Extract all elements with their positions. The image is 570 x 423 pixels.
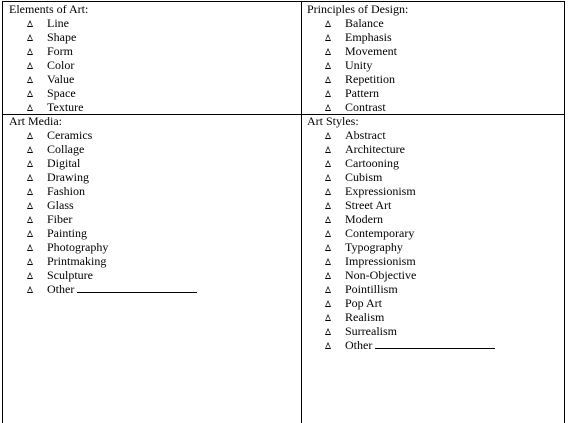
triangle-bullet-icon [27, 76, 33, 83]
triangle-bullet-icon [27, 272, 33, 279]
elements-of-art-cell [9, 2, 88, 114]
triangle-bullet-icon [325, 328, 331, 335]
list-item [9, 268, 197, 282]
list-item [307, 16, 408, 30]
triangle-bullet-icon [325, 34, 331, 41]
list-item [307, 310, 495, 324]
triangle-bullet-icon [325, 286, 331, 293]
triangle-bullet-icon [325, 104, 331, 111]
list-item-label: Impressionism [345, 254, 416, 268]
other-fill-in-blank[interactable] [77, 282, 197, 293]
list-item-label: Shape [47, 30, 77, 44]
triangle-bullet-icon [27, 132, 33, 139]
art-media-heading: Art Media: [9, 114, 62, 128]
triangle-bullet-icon [27, 202, 33, 209]
list-item [9, 212, 197, 226]
art-styles-cell [307, 114, 495, 352]
triangle-bullet-icon [27, 188, 33, 195]
principles-of-design-cell [307, 2, 408, 114]
list-item [307, 72, 408, 86]
triangle-bullet-icon [325, 132, 331, 139]
list-item-label: Line [47, 16, 69, 30]
triangle-bullet-icon [325, 160, 331, 167]
list-item-label: Abstract [345, 128, 386, 142]
list-item-label: Digital [47, 156, 81, 170]
list-item [307, 296, 495, 310]
triangle-bullet-icon [325, 342, 331, 349]
list-item-label: Contrast [345, 100, 386, 114]
triangle-bullet-icon [27, 90, 33, 97]
list-item-label: Ceramics [47, 128, 93, 142]
list-item-label: Repetition [345, 72, 395, 86]
list-item [9, 198, 197, 212]
list-item-label: Painting [47, 226, 88, 240]
list-item-label: Architecture [345, 142, 405, 156]
triangle-bullet-icon [27, 48, 33, 55]
triangle-bullet-icon [325, 90, 331, 97]
list-item-label: Pointillism [345, 282, 398, 296]
list-item [307, 254, 495, 268]
list-item [307, 30, 408, 44]
list-item [307, 58, 408, 72]
list-item-label: Non-Objective [345, 268, 417, 282]
triangle-bullet-icon [325, 300, 331, 307]
list-item [307, 128, 495, 142]
triangle-bullet-icon [325, 48, 331, 55]
art-media-cell [9, 114, 197, 296]
triangle-bullet-icon [325, 76, 331, 83]
list-item [307, 142, 495, 156]
triangle-bullet-icon [27, 244, 33, 251]
list-item [9, 170, 197, 184]
other-fill-in-blank[interactable] [375, 338, 495, 349]
list-item-label: Value [47, 72, 75, 86]
list-item-label: Collage [47, 142, 85, 156]
art-styles-heading: Art Styles: [307, 114, 359, 128]
list-item [307, 156, 495, 170]
list-item-label: Pop Art [345, 296, 383, 310]
triangle-bullet-icon [325, 146, 331, 153]
elements-of-art-list [9, 16, 88, 114]
triangle-bullet-icon [325, 272, 331, 279]
list-item-label: Space [47, 86, 76, 100]
list-item-other [9, 282, 197, 296]
triangle-bullet-icon [325, 230, 331, 237]
list-item-label: Modern [345, 212, 383, 226]
list-item [307, 282, 495, 296]
triangle-bullet-icon [325, 244, 331, 251]
list-item [307, 44, 408, 58]
list-item [307, 240, 495, 254]
list-item-label: Sculpture [47, 268, 93, 282]
list-item-label: Typography [345, 240, 403, 254]
list-item-label: Street Art [345, 198, 392, 212]
triangle-bullet-icon [27, 20, 33, 27]
elements-of-art-heading: Elements of Art: [9, 2, 89, 16]
triangle-bullet-icon [27, 160, 33, 167]
list-item [9, 44, 88, 58]
triangle-bullet-icon [325, 216, 331, 223]
list-item-label: Unity [345, 58, 373, 72]
art-media-list [9, 128, 197, 296]
list-item [307, 170, 495, 184]
list-item [307, 268, 495, 282]
list-item-label: Pattern [345, 86, 379, 100]
triangle-bullet-icon [27, 230, 33, 237]
list-item [307, 198, 495, 212]
triangle-bullet-icon [27, 174, 33, 181]
list-item-label: Cartooning [345, 156, 399, 170]
list-item-label: Fashion [47, 184, 86, 198]
triangle-bullet-icon [27, 286, 33, 293]
list-item [307, 86, 408, 100]
list-item-label: Drawing [47, 170, 89, 184]
triangle-bullet-icon [27, 258, 33, 265]
list-item-label: Other [345, 338, 373, 352]
list-item-label: Fiber [47, 212, 73, 226]
list-item-other [307, 338, 495, 352]
list-item-label: Balance [345, 16, 384, 30]
list-item [9, 72, 88, 86]
list-item [9, 226, 197, 240]
triangle-bullet-icon [27, 62, 33, 69]
triangle-bullet-icon [27, 34, 33, 41]
principles-of-design-list [307, 16, 408, 114]
list-item-label: Other [47, 282, 75, 296]
triangle-bullet-icon [325, 258, 331, 265]
list-item-label: Glass [47, 198, 74, 212]
list-item [307, 324, 495, 338]
list-item [307, 226, 495, 240]
list-item-label: Expressionism [345, 184, 416, 198]
triangle-bullet-icon [325, 62, 331, 69]
list-item-label: Emphasis [345, 30, 392, 44]
triangle-bullet-icon [325, 188, 331, 195]
list-item-label: Texture [47, 100, 84, 114]
triangle-bullet-icon [325, 20, 331, 27]
list-item-label: Cubism [345, 170, 383, 184]
principles-of-design-heading: Principles of Design: [307, 2, 409, 16]
triangle-bullet-icon [325, 174, 331, 181]
list-item [307, 184, 495, 198]
triangle-bullet-icon [27, 216, 33, 223]
list-item [307, 212, 495, 226]
art-styles-list [307, 128, 495, 352]
list-item-label: Movement [345, 44, 397, 58]
list-item [9, 58, 88, 72]
list-item-label: Printmaking [47, 254, 107, 268]
list-item-label: Form [47, 44, 74, 58]
list-item [9, 184, 197, 198]
list-item [9, 100, 88, 114]
triangle-bullet-icon [27, 104, 33, 111]
list-item-label: Surrealism [345, 324, 397, 338]
list-item [9, 142, 197, 156]
list-item [9, 156, 197, 170]
list-item-label: Photography [47, 240, 109, 254]
list-item [9, 30, 88, 44]
list-item [9, 128, 197, 142]
list-item [9, 86, 88, 100]
list-item [9, 16, 88, 30]
triangle-bullet-icon [27, 146, 33, 153]
art-worksheet-table [2, 1, 565, 423]
list-item [9, 240, 197, 254]
list-item [307, 100, 408, 114]
list-item [9, 254, 197, 268]
triangle-bullet-icon [325, 314, 331, 321]
list-item-label: Color [47, 58, 75, 72]
list-item-label: Realism [345, 310, 385, 324]
triangle-bullet-icon [325, 202, 331, 209]
column-divider [301, 2, 302, 423]
list-item-label: Contemporary [345, 226, 415, 240]
